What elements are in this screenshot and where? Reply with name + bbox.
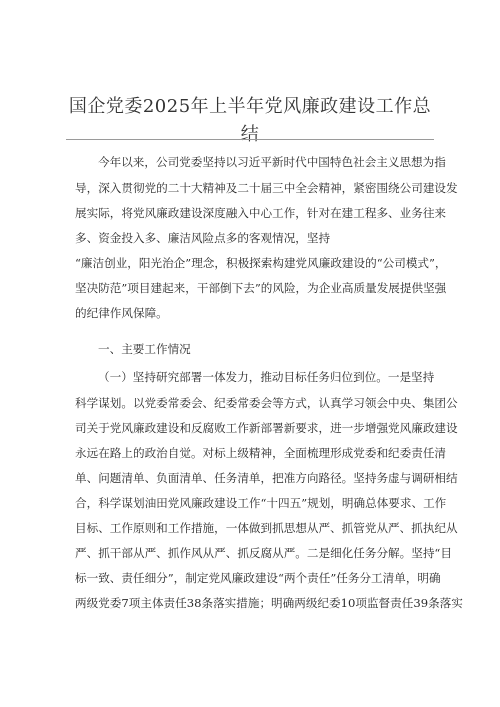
body-line-6: 坚决防范”项目建起来，干部倒下去”的风险，为企业高质量发展提供坚强 [75, 281, 447, 295]
body-line-3: 展实际，将党风廉政建设深度融入中心工作，针对在建工程多、业务往来 [75, 206, 447, 220]
section-heading: 一、主要工作情况 [98, 342, 191, 356]
body-line-16: 严、抓干部从严、抓作风从严、抓反腐从严。二是细化任务分解。坚持“目 [75, 546, 452, 560]
document-title-line-2: 结 [240, 124, 260, 145]
body-line-7: 的纪律作风保障。 [75, 306, 168, 320]
body-line-17: 标一致、责任细分”，制定党风廉政建设“两个责任”任务分工清单，明确 [75, 571, 441, 585]
body-line-4: 多、资金投入多、廉洁风险点多的客观情况，坚持 [75, 231, 331, 245]
body-line-12: 永远在路上的政治自觉。对标上级精神，全面梳理形成党委和纪委责任清 [75, 446, 447, 460]
body-line-15: 目标、工作原则和工作措施，一体做到抓思想从严、抓管党从严、抓执纪从 [75, 521, 458, 535]
body-line-18: 两级党委7项主体责任38条落实措施；明确两级纪委10项监督责任39条落实 [75, 596, 463, 610]
body-line-2: 导，深入贯彻党的二十大精神及二十届三中全会精神，紧密围绕公司建设发 [75, 181, 458, 195]
body-line-14: 合，科学谋划油田党风廉政建设工作“十四五”规划，明确总体要求、工作 [75, 496, 447, 510]
body-line-9: （一）坚持研究部署一体发力，推动目标任务归位到位。一是坚持 [98, 370, 435, 384]
document-title-line-1: 国企党委2025年上半年党风廉政建设工作总 [68, 96, 432, 117]
body-line-10: 科学谋划。以党委常委会、纪委常委会等方式，认真学习领会中央、集团公 [75, 396, 458, 410]
body-line-5: “廉洁创业，阳光治企”理念，积极探索构建党风廉政建设的“公司模式”， [75, 256, 447, 270]
body-line-1: 今年以来，公司党委坚持以习近平新时代中国特色社会主义思想为指 [98, 155, 446, 169]
body-line-13: 单、问题清单、负面清单、任务清单，把准方向路径。坚持务虚与调研相结 [75, 471, 458, 485]
body-line-11: 司关于党风廉政建设和反腐败工作新部署新要求，进一步增强党风廉政建设 [75, 421, 458, 435]
title-divider [66, 139, 434, 140]
